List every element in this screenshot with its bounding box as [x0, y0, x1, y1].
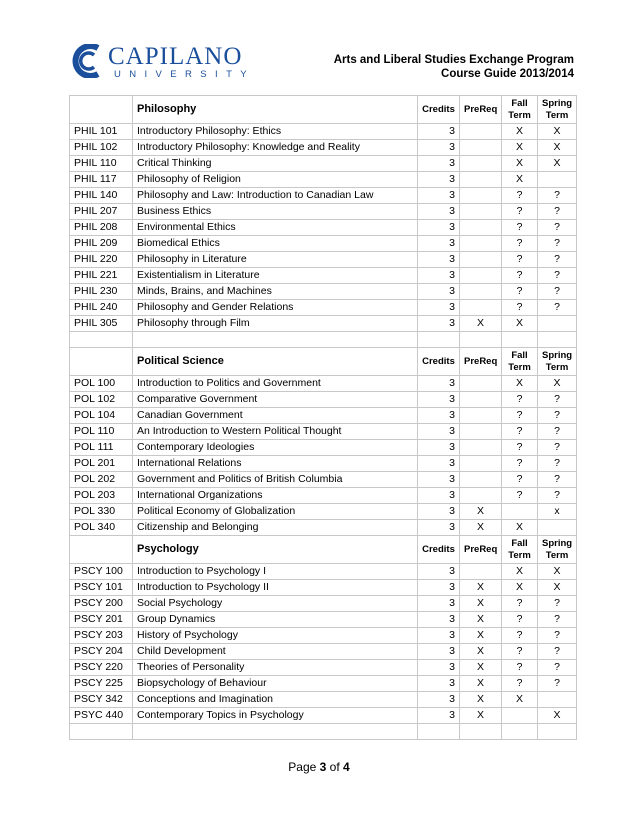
- course-credits: 3: [418, 376, 460, 392]
- course-fall-term: X: [502, 172, 538, 188]
- fall-term-header: [502, 348, 538, 376]
- course-fall-term: ?: [502, 472, 538, 488]
- section-header-row: [70, 348, 577, 376]
- course-code: PSYC 440: [70, 708, 133, 724]
- table-row: [70, 172, 577, 188]
- course-spring-term: [538, 692, 577, 708]
- course-code: PSCY 220: [70, 660, 133, 676]
- course-title: Theories of Personality: [133, 660, 418, 676]
- course-prereq: X: [460, 708, 502, 724]
- course-credits: 3: [418, 316, 460, 332]
- course-prereq: [460, 376, 502, 392]
- course-spring-term: [538, 316, 577, 332]
- course-credits: 3: [418, 424, 460, 440]
- credits-header: Credits: [418, 348, 460, 376]
- course-credits: 3: [418, 596, 460, 612]
- page-total: 4: [343, 760, 350, 774]
- blank-cell: [538, 724, 577, 740]
- course-credits: 3: [418, 300, 460, 316]
- table-row: [70, 220, 577, 236]
- psychology-section: [70, 536, 577, 740]
- course-title: Existentialism in Literature: [133, 268, 418, 284]
- course-prereq: X: [460, 660, 502, 676]
- course-title: Introductory Philosophy: Knowledge and Reality: [133, 140, 418, 156]
- course-credits: 3: [418, 172, 460, 188]
- course-prereq: X: [460, 316, 502, 332]
- course-code: PHIL 220: [70, 252, 133, 268]
- course-prereq: [460, 392, 502, 408]
- course-prereq: [460, 236, 502, 252]
- course-code: PHIL 305: [70, 316, 133, 332]
- course-prereq: [460, 300, 502, 316]
- course-fall-term: X: [502, 316, 538, 332]
- capilano-c-logo-icon: [68, 44, 104, 78]
- course-fall-term: ?: [502, 392, 538, 408]
- course-code: PHIL 207: [70, 204, 133, 220]
- section-code-cell: [70, 348, 133, 376]
- spring-header-line1: Spring: [542, 97, 573, 109]
- table-row: [70, 456, 577, 472]
- course-fall-term: ?: [502, 236, 538, 252]
- course-prereq: [460, 220, 502, 236]
- course-title: Citizenship and Belonging: [133, 520, 418, 536]
- course-credits: 3: [418, 504, 460, 520]
- course-code: POL 111: [70, 440, 133, 456]
- table-row: [70, 376, 577, 392]
- course-title: Philosophy of Religion: [133, 172, 418, 188]
- page-current: 3: [319, 760, 327, 774]
- course-code: POL 330: [70, 504, 133, 520]
- course-fall-term: X: [502, 520, 538, 536]
- course-credits: 3: [418, 236, 460, 252]
- course-code: PHIL 117: [70, 172, 133, 188]
- course-spring-term: ?: [538, 456, 577, 472]
- course-code: PSCY 225: [70, 676, 133, 692]
- course-fall-term: X: [502, 692, 538, 708]
- course-title: Canadian Government: [133, 408, 418, 424]
- spring-term-header: [538, 536, 577, 564]
- course-credits: 3: [418, 708, 460, 724]
- course-credits: 3: [418, 520, 460, 536]
- course-spring-term: ?: [538, 204, 577, 220]
- course-title: Child Development: [133, 644, 418, 660]
- course-credits: 3: [418, 408, 460, 424]
- course-prereq: [460, 204, 502, 220]
- spring-header-line2: Term: [545, 109, 569, 121]
- course-prereq: [460, 488, 502, 504]
- course-title: Social Psychology: [133, 596, 418, 612]
- table-row: [70, 284, 577, 300]
- course-spring-term: ?: [538, 596, 577, 612]
- program-title: Arts and Liberal Studies Exchange Program: [333, 54, 574, 66]
- course-title: Philosophy in Literature: [133, 252, 418, 268]
- course-title: Biopsychology of Behaviour: [133, 676, 418, 692]
- course-prereq: [460, 472, 502, 488]
- blank-cell: [70, 724, 133, 740]
- table-row: [70, 188, 577, 204]
- political-science-section: [70, 348, 577, 536]
- course-code: POL 104: [70, 408, 133, 424]
- fall-header-line2: Term: [508, 109, 531, 121]
- table-row: [70, 676, 577, 692]
- course-title: Critical Thinking: [133, 156, 418, 172]
- course-prereq: X: [460, 520, 502, 536]
- course-code: PSCY 101: [70, 580, 133, 596]
- fall-term-header: [502, 536, 538, 564]
- fall-header-line1: Fall: [511, 537, 528, 549]
- table-row: [70, 252, 577, 268]
- blank-cell: [460, 724, 502, 740]
- spring-term-header: [538, 96, 577, 124]
- course-title: Group Dynamics: [133, 612, 418, 628]
- course-spring-term: ?: [538, 644, 577, 660]
- section-header-row: [70, 536, 577, 564]
- course-fall-term: X: [502, 580, 538, 596]
- blank-row: [70, 332, 577, 348]
- course-credits: 3: [418, 660, 460, 676]
- course-prereq: X: [460, 628, 502, 644]
- table-row: [70, 408, 577, 424]
- course-fall-term: X: [502, 156, 538, 172]
- course-title: Introduction to Psychology I: [133, 564, 418, 580]
- course-title: Philosophy and Gender Relations: [133, 300, 418, 316]
- course-spring-term: ?: [538, 268, 577, 284]
- blank-cell: [502, 724, 538, 740]
- table-row: [70, 300, 577, 316]
- course-spring-term: X: [538, 124, 577, 140]
- course-spring-term: X: [538, 156, 577, 172]
- course-fall-term: X: [502, 140, 538, 156]
- course-prereq: X: [460, 580, 502, 596]
- course-credits: 3: [418, 220, 460, 236]
- credits-header: Credits: [418, 96, 460, 124]
- course-title: Comparative Government: [133, 392, 418, 408]
- course-spring-term: ?: [538, 408, 577, 424]
- course-fall-term: ?: [502, 424, 538, 440]
- course-fall-term: ?: [502, 204, 538, 220]
- course-prereq: [460, 140, 502, 156]
- course-prereq: X: [460, 692, 502, 708]
- course-credits: 3: [418, 676, 460, 692]
- course-spring-term: ?: [538, 236, 577, 252]
- table-row: [70, 316, 577, 332]
- course-prereq: [460, 284, 502, 300]
- credits-header: Credits: [418, 536, 460, 564]
- course-credits: 3: [418, 284, 460, 300]
- course-spring-term: X: [538, 564, 577, 580]
- course-fall-term: ?: [502, 408, 538, 424]
- course-fall-term: ?: [502, 596, 538, 612]
- spring-header-line2: Term: [545, 361, 569, 373]
- table-row: [70, 392, 577, 408]
- course-prereq: [460, 172, 502, 188]
- course-code: PSCY 100: [70, 564, 133, 580]
- course-spring-term: ?: [538, 252, 577, 268]
- fall-header-line1: Fall: [511, 97, 528, 109]
- course-code: PSCY 203: [70, 628, 133, 644]
- prereq-header: PreReq: [460, 348, 502, 376]
- section-title: Psychology: [133, 536, 418, 564]
- course-credits: 3: [418, 204, 460, 220]
- course-fall-term: ?: [502, 300, 538, 316]
- course-fall-term: ?: [502, 660, 538, 676]
- course-title: Minds, Brains, and Machines: [133, 284, 418, 300]
- table-row: [70, 156, 577, 172]
- course-code: PHIL 110: [70, 156, 133, 172]
- course-code: PHIL 230: [70, 284, 133, 300]
- blank-row: [70, 724, 577, 740]
- course-spring-term: ?: [538, 660, 577, 676]
- course-code: POL 202: [70, 472, 133, 488]
- spring-header-line1: Spring: [542, 537, 573, 549]
- course-fall-term: ?: [502, 456, 538, 472]
- course-spring-term: [538, 520, 577, 536]
- course-code: PSCY 201: [70, 612, 133, 628]
- table-row: [70, 520, 577, 536]
- course-code: PSCY 204: [70, 644, 133, 660]
- course-title: International Organizations: [133, 488, 418, 504]
- table-row: [70, 236, 577, 252]
- course-fall-term: ?: [502, 612, 538, 628]
- course-title: Philosophy through Film: [133, 316, 418, 332]
- table-row: [70, 140, 577, 156]
- course-title: Political Economy of Globalization: [133, 504, 418, 520]
- page-label: Page: [288, 760, 317, 774]
- course-title: An Introduction to Western Political Thought: [133, 424, 418, 440]
- table-row: [70, 268, 577, 284]
- course-code: PHIL 101: [70, 124, 133, 140]
- course-credits: 3: [418, 392, 460, 408]
- course-fall-term: ?: [502, 676, 538, 692]
- course-spring-term: ?: [538, 424, 577, 440]
- course-credits: 3: [418, 644, 460, 660]
- section-header-row: [70, 96, 577, 124]
- course-title: International Relations: [133, 456, 418, 472]
- course-credits: 3: [418, 124, 460, 140]
- page-footer: [0, 760, 638, 774]
- course-credits: 3: [418, 456, 460, 472]
- course-fall-term: [502, 708, 538, 724]
- course-code: POL 203: [70, 488, 133, 504]
- course-credits: 3: [418, 440, 460, 456]
- course-credits: 3: [418, 628, 460, 644]
- table-row: [70, 644, 577, 660]
- spring-term-header: [538, 348, 577, 376]
- course-credits: 3: [418, 252, 460, 268]
- course-prereq: X: [460, 596, 502, 612]
- course-credits: 3: [418, 156, 460, 172]
- guide-title: Course Guide 2013/2014: [441, 68, 574, 80]
- course-prereq: X: [460, 612, 502, 628]
- course-title: Biomedical Ethics: [133, 236, 418, 252]
- course-code: PHIL 209: [70, 236, 133, 252]
- blank-cell: [418, 724, 460, 740]
- course-title: Introduction to Psychology II: [133, 580, 418, 596]
- logo-subtitle: UNIVERSITY: [114, 69, 256, 80]
- course-title: History of Psychology: [133, 628, 418, 644]
- course-title: Introductory Philosophy: Ethics: [133, 124, 418, 140]
- course-code: POL 102: [70, 392, 133, 408]
- course-fall-term: ?: [502, 268, 538, 284]
- course-spring-term: ?: [538, 300, 577, 316]
- course-fall-term: ?: [502, 188, 538, 204]
- course-prereq: [460, 564, 502, 580]
- table-row: [70, 564, 577, 580]
- course-fall-term: ?: [502, 440, 538, 456]
- table-row: [70, 580, 577, 596]
- philosophy-section: [70, 96, 577, 332]
- course-prereq: [460, 188, 502, 204]
- logo-wordmark: CAPILANO: [108, 43, 243, 70]
- fall-header-line2: Term: [508, 361, 531, 373]
- course-prereq: [460, 252, 502, 268]
- course-spring-term: ?: [538, 628, 577, 644]
- table-row: [70, 424, 577, 440]
- course-prereq: X: [460, 504, 502, 520]
- course-spring-term: ?: [538, 284, 577, 300]
- table-row: [70, 204, 577, 220]
- course-spring-term: ?: [538, 472, 577, 488]
- course-spring-term: X: [538, 376, 577, 392]
- course-fall-term: ?: [502, 644, 538, 660]
- course-prereq: [460, 156, 502, 172]
- course-code: PHIL 102: [70, 140, 133, 156]
- table-row: [70, 628, 577, 644]
- course-title: Government and Politics of British Columbia: [133, 472, 418, 488]
- table-row: [70, 440, 577, 456]
- blank-cell: [133, 724, 418, 740]
- fall-header-line1: Fall: [511, 349, 528, 361]
- course-code: PSCY 342: [70, 692, 133, 708]
- course-prereq: [460, 124, 502, 140]
- course-spring-term: ?: [538, 392, 577, 408]
- course-prereq: [460, 424, 502, 440]
- course-spring-term: X: [538, 708, 577, 724]
- table-row: [70, 612, 577, 628]
- course-title: Conceptions and Imagination: [133, 692, 418, 708]
- course-spring-term: ?: [538, 188, 577, 204]
- prereq-header: PreReq: [460, 96, 502, 124]
- course-title: Contemporary Ideologies: [133, 440, 418, 456]
- course-prereq: [460, 408, 502, 424]
- course-spring-term: X: [538, 580, 577, 596]
- course-title: Environmental Ethics: [133, 220, 418, 236]
- course-credits: 3: [418, 488, 460, 504]
- course-fall-term: ?: [502, 284, 538, 300]
- course-code: PHIL 208: [70, 220, 133, 236]
- course-title: Philosophy and Law: Introduction to Canadian Law: [133, 188, 418, 204]
- course-code: PHIL 240: [70, 300, 133, 316]
- capilano-logo: [68, 43, 256, 80]
- course-credits: 3: [418, 140, 460, 156]
- fall-header-line2: Term: [508, 549, 531, 561]
- course-credits: 3: [418, 612, 460, 628]
- course-credits: 3: [418, 188, 460, 204]
- course-code: POL 100: [70, 376, 133, 392]
- section-title: Philosophy: [133, 96, 418, 124]
- course-code: POL 201: [70, 456, 133, 472]
- course-credits: 3: [418, 564, 460, 580]
- table-row: [70, 660, 577, 676]
- table-row: [70, 504, 577, 520]
- table-row: [70, 472, 577, 488]
- course-spring-term: [538, 172, 577, 188]
- course-spring-term: ?: [538, 612, 577, 628]
- prereq-header: PreReq: [460, 536, 502, 564]
- course-prereq: [460, 456, 502, 472]
- course-spring-term: ?: [538, 676, 577, 692]
- fall-term-header: [502, 96, 538, 124]
- table-row: [70, 596, 577, 612]
- course-fall-term: X: [502, 376, 538, 392]
- spacer-section: [70, 332, 577, 348]
- course-spring-term: ?: [538, 440, 577, 456]
- course-credits: 3: [418, 268, 460, 284]
- course-spring-term: ?: [538, 220, 577, 236]
- course-fall-term: ?: [502, 488, 538, 504]
- spring-header-line2: Term: [545, 549, 569, 561]
- course-fall-term: X: [502, 124, 538, 140]
- page-of-label: of: [329, 760, 340, 774]
- course-table: [69, 95, 577, 740]
- course-fall-term: X: [502, 564, 538, 580]
- course-spring-term: X: [538, 140, 577, 156]
- section-code-cell: [70, 96, 133, 124]
- course-title: Business Ethics: [133, 204, 418, 220]
- course-fall-term: ?: [502, 252, 538, 268]
- section-code-cell: [70, 536, 133, 564]
- course-credits: 3: [418, 580, 460, 596]
- course-spring-term: ?: [538, 488, 577, 504]
- course-title: Contemporary Topics in Psychology: [133, 708, 418, 724]
- course-credits: 3: [418, 472, 460, 488]
- course-code: POL 340: [70, 520, 133, 536]
- table-row: [70, 692, 577, 708]
- course-title: Introduction to Politics and Government: [133, 376, 418, 392]
- document-header: [334, 53, 574, 81]
- course-credits: 3: [418, 692, 460, 708]
- course-fall-term: ?: [502, 628, 538, 644]
- course-prereq: X: [460, 644, 502, 660]
- course-code: PSCY 200: [70, 596, 133, 612]
- course-prereq: [460, 268, 502, 284]
- course-fall-term: [502, 504, 538, 520]
- course-prereq: [460, 440, 502, 456]
- table-row: [70, 124, 577, 140]
- section-title: Political Science: [133, 348, 418, 376]
- course-code: PHIL 221: [70, 268, 133, 284]
- course-spring-term: x: [538, 504, 577, 520]
- course-fall-term: ?: [502, 220, 538, 236]
- table-row: [70, 708, 577, 724]
- course-code: PHIL 140: [70, 188, 133, 204]
- table-row: [70, 488, 577, 504]
- course-code: POL 110: [70, 424, 133, 440]
- course-prereq: X: [460, 676, 502, 692]
- spring-header-line1: Spring: [542, 349, 573, 361]
